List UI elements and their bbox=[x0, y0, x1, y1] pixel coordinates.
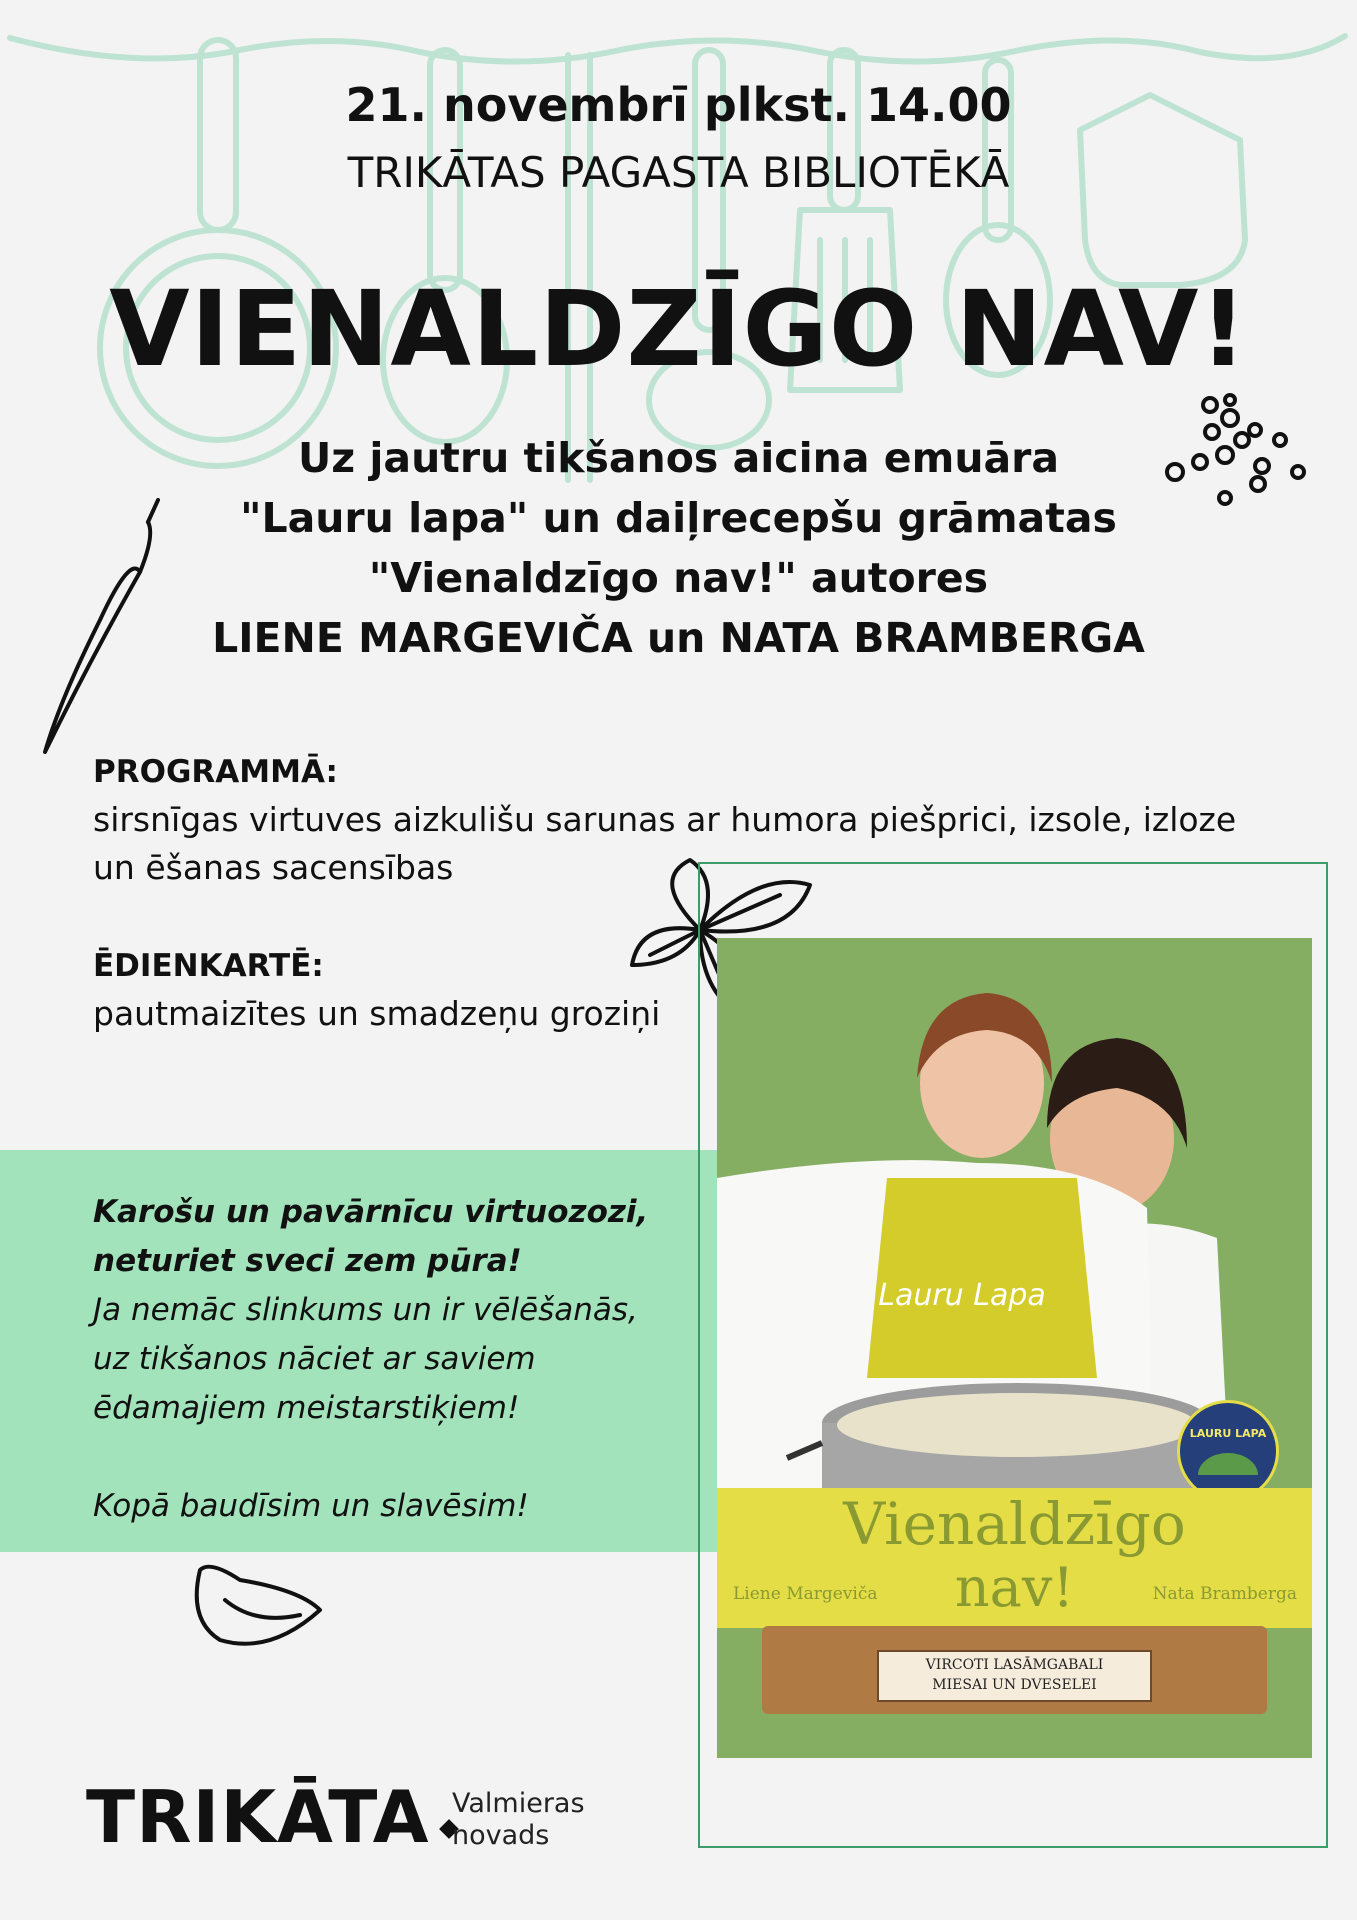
intro-line: Uz jautru tikšanos aicina emuāra bbox=[297, 434, 1060, 482]
menu-text: pautmaizītes un smadzeņu groziņi bbox=[93, 994, 661, 1033]
callout-text bbox=[93, 1188, 693, 1531]
event-date-time: 21. novembrī plkst. 14.00 bbox=[345, 78, 1012, 132]
book-subtitle-label bbox=[877, 1650, 1152, 1702]
callout-line: uz tikšanos nāciet ar saviem bbox=[93, 1341, 536, 1377]
region-line: novads bbox=[452, 1820, 550, 1851]
trikata-logo bbox=[86, 1775, 456, 1859]
book-title-line: nav! bbox=[954, 1556, 1075, 1619]
intro-line: "Lauru lapa" un daiļrecepšu grāmatas bbox=[240, 494, 1117, 542]
program-line: sirsnīgas virtuves aizkulišu sarunas ar humora piešprici, izsole, izloze bbox=[93, 800, 1237, 839]
callout-bold-line: Karošu un pavārnīcu virtuozozi, bbox=[93, 1194, 649, 1230]
region-label bbox=[452, 1788, 585, 1852]
callout-line: ēdamajiem meistarstiķiem! bbox=[93, 1390, 520, 1426]
book-title-line: Vienaldzīgo bbox=[843, 1490, 1186, 1558]
page-title: VIENALDZĪGO NAV! bbox=[109, 268, 1248, 390]
event-venue: TRIKĀTAS PAGASTA BIBLIOTĒKĀ bbox=[347, 148, 1010, 197]
book-subtitle-line: VIRCOTI LASĀMGABALI bbox=[925, 1657, 1104, 1673]
region-line: Valmieras bbox=[452, 1788, 585, 1819]
menu-heading: ĒDIENKARTĒ: bbox=[93, 948, 324, 984]
program-heading: PROGRAMMĀ: bbox=[93, 754, 338, 790]
intro-authors-line: LIENE MARGEVIČA un NATA BRAMBERGA bbox=[212, 614, 1145, 662]
book-author-right: Nata Bramberga bbox=[1152, 1584, 1297, 1604]
program-line: un ēšanas sacensības bbox=[93, 848, 454, 887]
apron-text: Lauru Lapa bbox=[878, 1278, 1046, 1313]
callout-line: Ja nemāc slinkums un ir vēlēšanās, bbox=[93, 1292, 638, 1328]
intro-line: "Vienaldzīgo nav!" autores bbox=[368, 554, 989, 602]
leaf-icon bbox=[1198, 1453, 1258, 1475]
menu-section bbox=[93, 942, 693, 1038]
logo-text: TRIKĀTA bbox=[86, 1775, 430, 1859]
book-cover bbox=[717, 938, 1312, 1758]
garlic-clove-icon bbox=[197, 1567, 320, 1644]
badge-text: LAURU LAPA bbox=[1189, 1427, 1267, 1440]
lauru-lapa-badge bbox=[1177, 1400, 1279, 1502]
book-author-left: Liene Margeviča bbox=[733, 1584, 878, 1604]
callout-closing: Kopā baudīsim un slavēsim! bbox=[93, 1488, 529, 1524]
callout-bold-line: neturiet sveci zem pūra! bbox=[93, 1243, 522, 1279]
book-subtitle-line: MIESAI UN DVESELEI bbox=[932, 1677, 1097, 1693]
